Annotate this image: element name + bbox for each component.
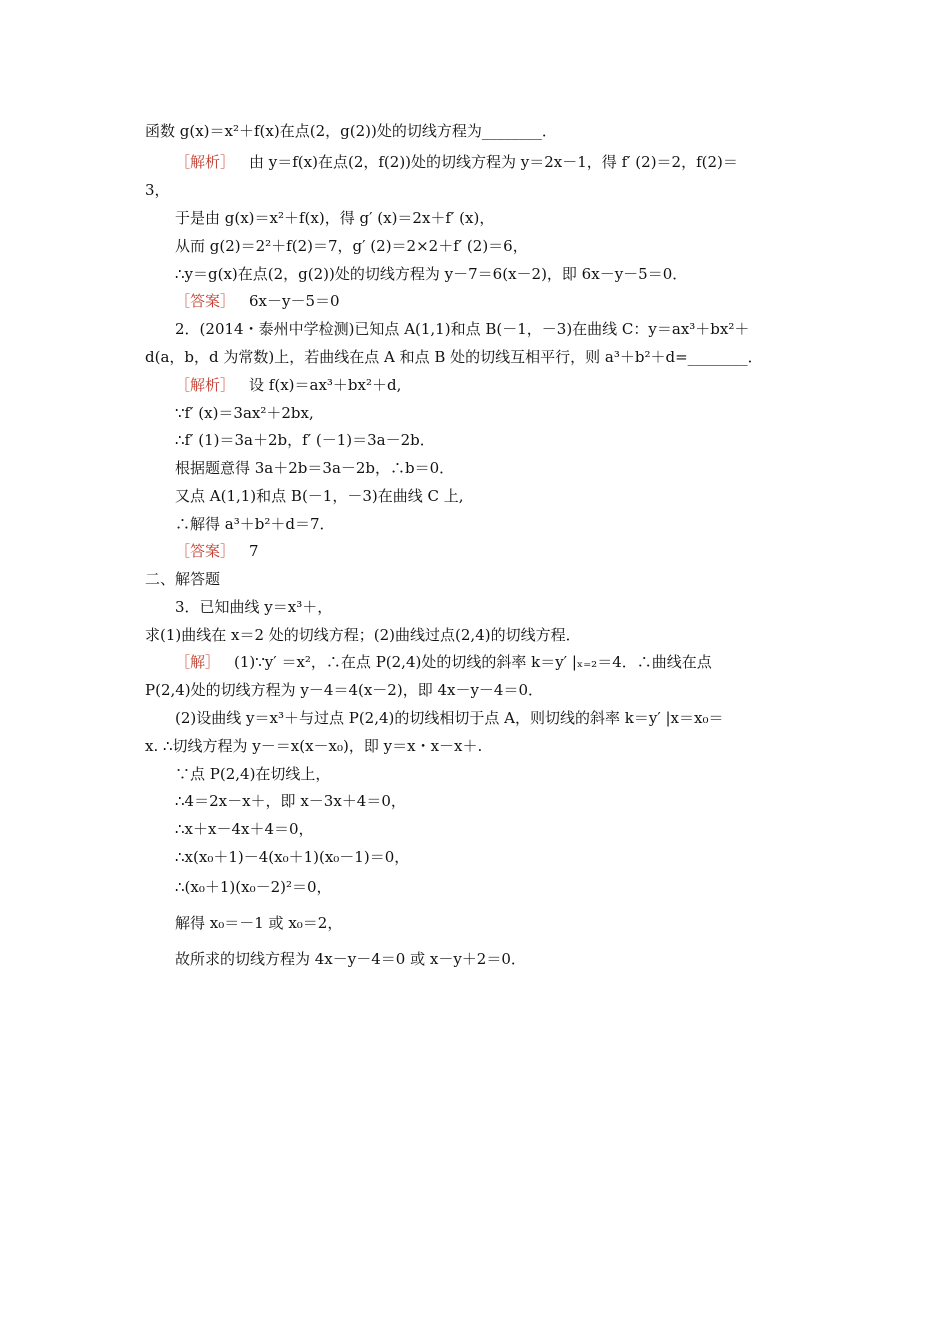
text-line: ∴x＋x－4x＋4＝0，: [175, 820, 314, 838]
question-line: d(a，b，d 为常数)上，若曲线在点 A 和点 B 处的切线互相平行，则 a³＋b²＋d=________．: [145, 348, 763, 366]
text-line: (1)∵y′ ＝x²，∴在点 P(2,4)处的切线的斜率 k＝y′ |ₓ₌₂＝4．∴曲线在点: [234, 653, 712, 671]
analysis-tag: ［解析］: [175, 153, 236, 171]
text-line: 3，: [145, 181, 170, 199]
text-line: ∴x(x₀＋1)－4(x₀＋1)(x₀－1)＝0，: [175, 848, 410, 866]
text-line: ∴(x₀＋1)(x₀－2)²＝0，: [175, 878, 332, 896]
text-line: 设 f(x)＝ax³＋bx²＋d,: [249, 376, 402, 394]
section-heading: 二、解答题: [145, 570, 221, 588]
text-line: P(2,4)处的切线方程为 y－4＝4(x－2)，即 4x－y－4＝0．: [145, 681, 544, 699]
text-line: ∵点 P(2,4)在切线上，: [175, 765, 331, 783]
text-line: ∴4＝2x－x＋，即 x－3x＋4＝0，: [175, 792, 406, 810]
text-line: 函数 g(x)＝x²＋f(x)在点(2，g(2))处的切线方程为________．: [145, 122, 557, 140]
question-line: 求(1)曲线在 x＝2 处的切线方程；(2)曲线过点(2,4)的切线方程．: [145, 626, 581, 644]
question-line: 2．(2014・泰州中学检测)已知点 A(1,1)和点 B(－1，－3)在曲线 C：y＝ax³＋bx²＋: [175, 320, 750, 338]
text-line: x. ∴切线方程为 y－＝x(x－x₀)，即 y＝x・x－x＋.: [145, 737, 483, 755]
text-line: 又点 A(1,1)和点 B(－1，－3)在曲线 C 上,: [175, 487, 464, 505]
text-line: 于是由 g(x)＝x²＋f(x)，得 g′ (x)＝2x＋f′ (x)，: [175, 209, 495, 227]
text-line: 故所求的切线方程为 4x－y－4＝0 或 x－y＋2＝0．: [175, 950, 526, 968]
answer-value: 7: [249, 542, 259, 560]
analysis-tag: ［解析］: [175, 376, 236, 394]
text-line: 从而 g(2)＝2²＋f(2)＝7，g′ (2)＝2×2＋f′ (2)＝6，: [175, 237, 528, 255]
text-line: ∵f′ (x)＝3ax²＋2bx,: [175, 404, 314, 422]
text-line: (2)设曲线 y＝x³＋与过点 P(2,4)的切线相切于点 A，则切线的斜率 k＝y′ |x＝x₀＝: [175, 709, 724, 727]
answer-value: 6x－y－5＝0: [249, 292, 340, 310]
analysis-line: [175, 375, 401, 395]
analysis-line: [175, 152, 738, 172]
question-line: 3．已知曲线 y＝x³＋，: [175, 598, 333, 616]
answer-tag: ［答案］: [175, 292, 236, 310]
text-line: 解得 x₀＝－1 或 x₀＝2，: [175, 914, 343, 932]
text-line: ∴解得 a³＋b²＋d＝7．: [175, 515, 335, 533]
answer-line: [175, 541, 259, 561]
text-line: 根据题意得 3a＋2b＝3a－2b，∴b＝0．: [175, 459, 455, 477]
solution-tag: ［解］: [175, 653, 221, 671]
answer-tag: ［答案］: [175, 542, 236, 560]
text-line: ∴y＝g(x)在点(2，g(2))处的切线方程为 y－7＝6(x－2)，即 6x－y－5＝0．: [175, 265, 688, 283]
solution-line: [175, 652, 712, 672]
text-line: 由 y＝f(x)在点(2，f(2))处的切线方程为 y＝2x－1，得 f′ (2)＝2，f(2)＝: [249, 153, 738, 171]
answer-line: [175, 291, 340, 311]
text-line: ∴f′ (1)＝3a＋2b，f′ (－1)＝3a－2b．: [175, 431, 435, 449]
